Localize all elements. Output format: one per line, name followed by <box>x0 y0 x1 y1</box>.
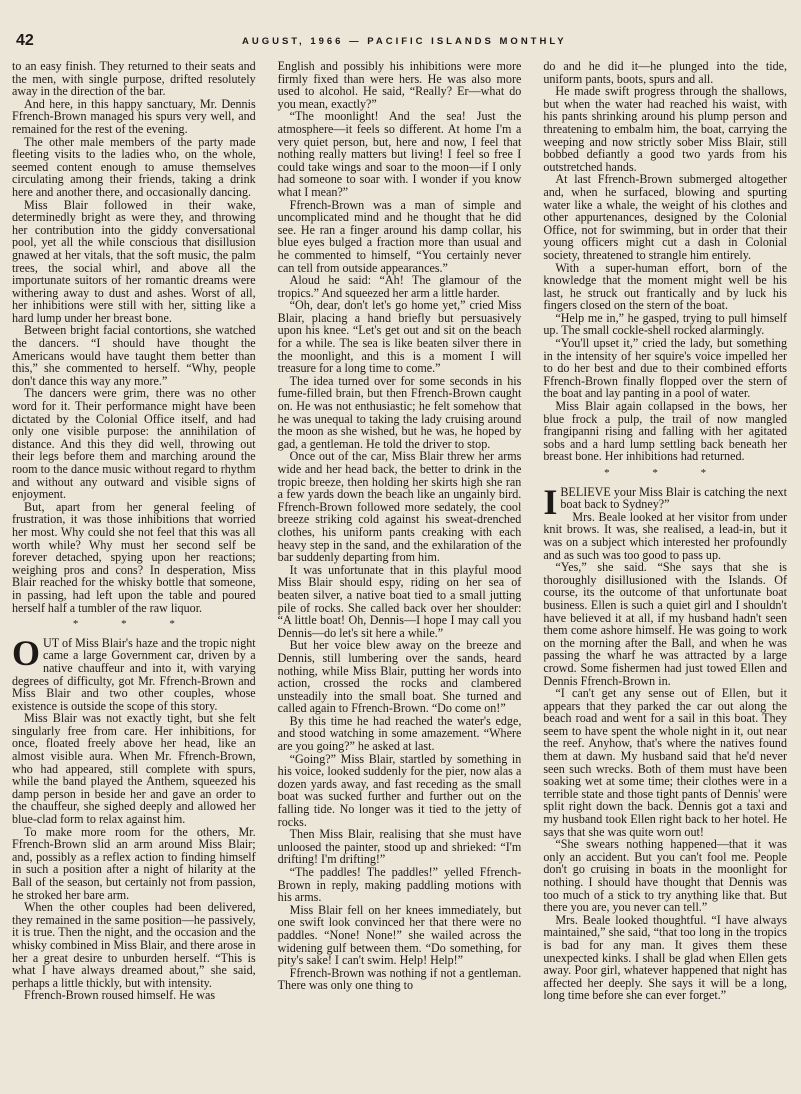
paragraph: To make more room for the others, Mr. Ffrench-Brown slid an arm around Miss Blair; and, possibly as a reflex action to finding himself in such a position after a night of hilarity at the Ball of the season, but certainly not from passion, he stroked her bare arm. <box>12 824 256 902</box>
paragraph: “She swears nothing happened—that it was only an accident. But you can't fool me. People don't go cruising in boats in the moonlight for nothing. I should have thought that Dennis was too much of a stick to try anything like that. But there you are, you never can tell.” <box>543 837 788 915</box>
section-break: * * * <box>604 467 727 479</box>
paragraph: “The paddles! The paddles!” yelled Ffrench-Brown in reply, making paddling motions with his arms. <box>277 865 522 905</box>
paragraph: “The moonlight! And the sea! Just the atmosphere—it feels so different. At home I'm a very quiet person, but, here and now, I feel that nothing really matters but living! I feel so free I could take wings and soar to the moon—if I only had someone to soar with. I wonder if you know what I mean?” <box>277 109 522 199</box>
paragraph: “Going?” Miss Blair, startled by something in his voice, looked suddenly for the pier, now alas a dozen yards away, and fast receding as the small boat was sucked further and further out on the falling tide. No longer was it tied to the jetty of rocks. <box>277 751 522 829</box>
paragraph: “You'll upset it,” cried the lady, but something in the intensity of her squire's voice impelled her to do her best and due to their combined efforts Ffrench-Brown finally flopped over the stern of the boat and lay panting in a pool of water. <box>543 336 788 401</box>
paragraph: English and possibly his inhibitions were more firmly fixed than were hers. He was also more used to alcohol. He said, “Really? Er—what do you mean, exactly?” <box>277 59 522 111</box>
paragraph: Ffrench-Brown roused himself. He was <box>24 988 216 1003</box>
paragraph: He made swift progress through the shallows, but when the water had reached his waist, with his pants shrinking around his plump person and threatening to embalm him, the boat, carrying the weeping and now strictly sober Miss Blair, still bobbed defiantly a good two yards from his outstretched hands. <box>543 84 788 174</box>
paragraph: With a super-human effort, born of the knowledge that the moment might well be his last, he struck out frantically and by luck his fingers closed on the stern of the boat. <box>543 260 788 313</box>
paragraph-text: UT of Miss Blair's haze and the tropic night came a large Government car, driven by a native chauffeur and into it, with varying degrees of difficulty, got Mr. Ffrench-Brown and Miss Blair and two other couples, whose existence is outside the scope of this story. <box>12 635 256 713</box>
paragraph: But, apart from her general feeling of frustration, it was those inhibitions that worried her most. Why could she not feel that this was all worth while? Why must her second self be forever detached, spying upon her reactions; weighing pros and cons? In desperation, Miss Blair reached for the whisky bottle that someone, in passing, had left upon the table and poured herself half a tumbler of the raw liquor. <box>12 499 256 615</box>
paragraph: Miss Blair was not exactly tight, but she felt singularly free from care. Her inhibitions, for once, floated freely above her head, like an almost visible aura. When Mr. Ffrench-Brown, who had appeared, still complete with spurs, while the band played the Anthem, squeezed his damp person in beside her and gave an order to the chauffeur, she sighed deeply and allowed her blue-clad form to relax against him. <box>12 711 256 827</box>
column-1 <box>12 60 256 1002</box>
article-columns <box>12 60 787 1002</box>
paragraph: Mrs. Beale looked at her visitor from under knit brows. It was, she realised, a lead-in, but it was on a subject which interested her profoundly and as such was too good to pass up. <box>543 509 788 562</box>
paragraph <box>543 481 788 522</box>
paragraph: Miss Blair again collapsed in the bows, her blue frock a pulp, the trail of now mangled frangipanni rising and falling with her agitated sobs and a hard lump settling back beneath her breast bone. Her inhibitions had returned. <box>543 399 788 464</box>
paragraph: But her voice blew away on the breeze and Dennis, still lumbering over the sands, heard nothing, while Miss Blair, putting her words into action, crossed the rocks and clambered unsteadily into the small boat. She turned and called again to Ffrench-Brown. “Do come on!” <box>277 638 522 716</box>
paragraph: Between bright facial contortions, she watched the dancers. “I should have thought the Americans would have taught them better than this,” she commented to herself. “Why, people don't dance this way any more.” <box>12 323 256 388</box>
column-2 <box>278 60 522 1002</box>
paragraph: do and he did it—he plunged into the tide, uniform pants, boots, spurs and all. <box>543 59 788 86</box>
paragraph: It was unfortunate that in this playful mood Miss Blair should espy, riding on her sea of beaten silver, a native boat tied to a small jutting pile of rocks. She called back over her shoulder: “A little boat! Oh, Dennis—I hope I may call you Dennis—do let's sit here a while.” <box>277 562 522 640</box>
paragraph: And here, in this happy sanctuary, Mr. Dennis Ffrench-Brown managed his spurs very well, and remained for the rest of the evening. <box>12 96 256 136</box>
running-head: AUGUST, 1966 — PACIFIC ISLANDS MONTHLY <box>242 36 567 47</box>
paragraph: Ffrench-Brown was a man of simple and uncomplicated mind and he thought that he did see. He ran a finger around his damp collar, his blue eyes bulged a fraction more than usual and he commented to himself, “You certainly never can tell from outside appearances.” <box>277 197 522 275</box>
drop-cap: I <box>543 481 558 522</box>
column-3 <box>543 60 787 1002</box>
page-number: 42 <box>16 32 34 49</box>
paragraph: “I can't get any sense out of Ellen, but it appears that they parked the car out along the beach road and went for a sail in this boat. They seem to have spent the whole night in it, out near the reef. Anyhow, that's where the natives found them at dawn. My husband said that he'd never seen such wrecks. Both of them must have been soaking wet at some time; their clothes were in a terrible state and those tight pants of Dennis' were split right down the back. Dennis got a taxi and my husband took Ellen right back to her hotel. He says that she was quite worn out! <box>543 686 788 839</box>
paragraph: Once out of the car, Miss Blair threw her arms wide and her head back, the better to drink in the tropic breeze, then holding her skirts high she ran a few yards down the beach like an ungainly bird. Ffrench-Brown followed more sedately, the cool breeze striking cold against his sweat-drenched clothes, his uniform pants creaking with each heavy step in the sand, and the exhilaration of the bar suddenly departing from him. <box>277 449 522 565</box>
section-break: * * * <box>72 618 195 631</box>
paragraph: to an easy finish. They returned to their seats and the men, with single purpose, drifted resolutely away in the direction of the bar. <box>12 59 256 99</box>
page-header <box>12 10 787 50</box>
paragraph: Ffrench-Brown was nothing if not a gentleman. There was only one thing to <box>277 965 522 993</box>
paragraph: By this time he had reached the water's edge, and stood watching in some amazement. “Where are you going?” he asked at last. <box>277 713 522 754</box>
paragraph: “Yes,” she said. “She says that she is thoroughly disillusioned with the Islands. Of course, its the outcome of that unfortunate boat business. Ellen is such a quiet girl and I shouldn't have believed it at all, if my husband hadn't seen them come ashore himself. He was going to work on the morning after the Ball, and when he was passing the wharf he was attracted by a large crowd. Some fishermen had just towed Ellen and Dennis Ffrench-Brown in. <box>543 560 788 688</box>
drop-cap: O <box>12 632 41 673</box>
paragraph: Miss Blair fell on her knees immediately, but one swift look convinced her that there were no paddles. “None! None!” she wailed across the widening gulf between them. “Do something, for pity's sake! I can't swim. Help! Help!” <box>277 902 522 968</box>
paragraph-text: BELIEVE your Miss Blair is catching the next boat back to Sydney?” <box>560 484 788 512</box>
paragraph: Miss Blair followed in their wake, determinedly bright as were they, and throwing her contribution into the giddy conversational pool, yet all the while conscious that disillusion gnawed at her vitals, that the soft music, the palm trees, the social whirl, and above all the importunate suitors of her romantic dreams were withering away to dust and ashes. Worst of all, her inhibitions were still with her, sitting like a hard lump under her breast bone. <box>12 197 256 325</box>
paragraph <box>12 632 256 713</box>
paragraph: The idea turned over for some seconds in his fume-filled brain, but then Ffrench-Brown caught on. He was not enthusiastic; he felt somehow that he was unequal to taking the lady cruising around the moon as she wished, but he was, he hoped by gad, a gentleman. He told the driver to stop. <box>277 373 522 451</box>
paragraph: Aloud he said: “Ah! The glamour of the tropics.” And squeezed her arm a little harder. <box>277 273 522 300</box>
paragraph: At last Ffrench-Brown submerged altogether and, when he surfaced, blowing and spurting water like a whale, the weight of his clothes and other appurtenances, designed by the Colonial Office, not for swimming, but in order that their young officers might cut a dash in Colonial society, threatened to strangle him entirely. <box>543 172 788 262</box>
paragraph: The dancers were grim, there was no other word for it. Their performance might have been dictated by the Colonial Office itself, and had only one visible purpose: the annihilation of distance. And this they did well, throwing out their legs before them and marching around the room to the dance music without regard to rhythm and without any outward and visible signs of enjoyment. <box>12 386 256 502</box>
paragraph: “Help me in,” he gasped, trying to pull himself up. The small cockle-shell rocked alarmingly. <box>543 310 788 338</box>
paragraph: The other male members of the party made fleeting visits to the ladies who, on the whole, seemed content enough to amuse themselves circulating among their friends, taking a drink here and another there, and occasionally dancing. <box>12 134 256 199</box>
paragraph: Mrs. Beale looked thoughtful. “I have always maintained,” she said, “that too long in the tropics is bad for any man. It gives them these unexpected kinks. I shall be glad when Ellen gets away. Poor girl, whatever happened that night has affected her deeply. She says it will be a long, long time before she can ever forget.” <box>543 912 788 1003</box>
paragraph: When the other couples had been delivered, they remained in the same position—he passively, it is true. Then the night, and the occasion and the whisky combined in Miss Blair, and there arose in her a great desire to unburden herself. “This is what I have always dreamed about,” she said, perhaps a little thickly, but with intensity. <box>12 900 256 990</box>
paragraph: “Oh, dear, don't let's go home yet,” cried Miss Blair, placing a hand briefly but persuasively upon his knee. “Let's get out and sit on the beach for a while. The sea is like beaten silver there in the moonlight, and this is a moment I will treasure for a long time to come.” <box>277 298 522 376</box>
paragraph: Then Miss Blair, realising that she must have unloosed the painter, stood up and shrieked: “I'm drifting! I'm drifting!” <box>277 827 522 867</box>
